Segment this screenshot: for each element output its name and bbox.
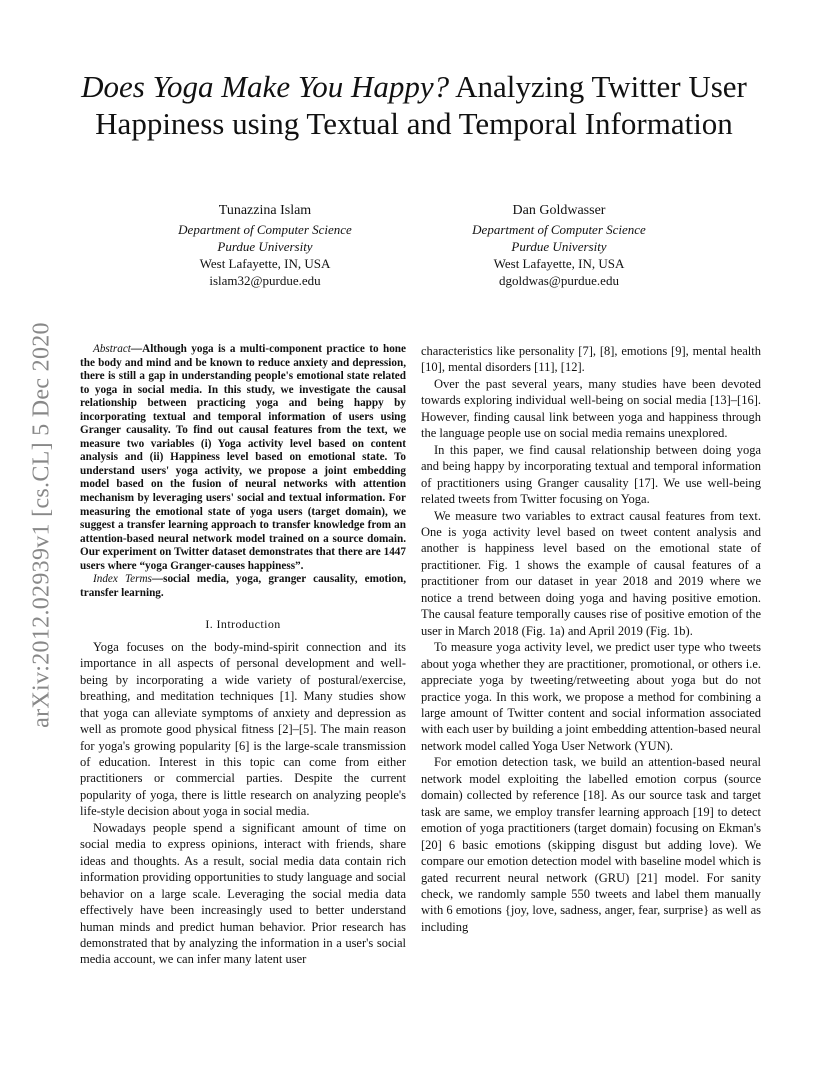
body-paragraph: For emotion detection task, we build an attention-based neural network model exploiting the labelled emotion corpus (source domain) collected by reference [18]. As our source task and target task are same, we employ transfer learning approach [19] to detect emotion of yoga practitioners (target domain) focusing on Ekman's [20] 6 basic emotions (skipping disgust but adding love). We compare our emotion detection model with baseline model which is gated recurrent neural network (GRU) [21] model. For sanity check, we randomly sample 550 tweets and label them manually with 6 emotions {joy, love, sadness, anger, fear, surprise} as well as including bbox=[421, 755, 761, 934]
index-terms bbox=[80, 573, 406, 600]
body-paragraph: To measure yoga activity level, we predict user type who tweets about yoga whether they are practitioner, promotional, or others i.e. appreciate yoga by tweeting/retweeting about yoga but do not practice yoga. In this work, we propose a method for combining a large amount of Twitter content and social information associated with each user by building a joint embedding attention-based neural network model called Yoga User Network (YUN). bbox=[421, 640, 761, 753]
body-paragraph: Over the past several years, many studies have been devoted towards exploring individual well-being on social media [13]–[16]. However, finding causal link between yoga and happiness through the language people use on social media remains unexplored. bbox=[421, 376, 761, 441]
abstract-label: Abstract bbox=[93, 343, 131, 355]
author-dept: Department of Computer Science bbox=[472, 222, 646, 237]
author-email: islam32@purdue.edu bbox=[209, 273, 321, 288]
author-block-2 bbox=[429, 202, 689, 289]
author-dept: Department of Computer Science bbox=[178, 222, 352, 237]
right-column bbox=[421, 343, 761, 935]
abstract bbox=[80, 343, 406, 573]
section-heading: I. Introduction bbox=[205, 617, 281, 632]
index-terms-text: —social media, yoga, granger causality, emotion, transfer learning. bbox=[80, 573, 406, 599]
paper-title bbox=[70, 68, 758, 142]
author-name: Tunazzina Islam bbox=[218, 203, 312, 218]
author-univ: Purdue University bbox=[511, 239, 607, 254]
body-paragraph: In this paper, we find causal relationship between doing yoga and being happy by incorporating textual and temporal information of practitioners using Granger causality [17]. We use well-being related tweets from Twitter focusing on Yoga. bbox=[421, 442, 761, 507]
author-univ: Purdue University bbox=[217, 239, 313, 254]
title-rest: Analyzing Twitter User Happiness using Textual and Temporal Information bbox=[95, 69, 747, 141]
author-location: West Lafayette, IN, USA bbox=[493, 256, 625, 271]
author-name: Dan Goldwasser bbox=[512, 203, 606, 218]
intro-paragraph: Yoga focuses on the body-mind-spirit connection and its importance in all aspects of personal development and well-being by incorporating a wide variety of postural/exercise, breathing, and meditation techniques [1]. Many studies show that yoga can alleviate symptoms of anxiety and depression as well as promote good physical fitness [2]–[5]. The main reason for yoga's growing popularity [6] is the large-scale transmission of education. Interest in this topic can come from either practitioners or commercial parties. Despite the current popularity of yoga, there is little research on analyzing people's life-style decision about yoga in social media. bbox=[80, 639, 406, 819]
abstract-text: —Although yoga is a multi-component practice to hone the body and mind and be known to reduce anxiety and depression, there is still a gap in understanding people's emotional state related to yoga in social media. In this study, we investigate the causal relationship between practicing yoga and being happy by incorporating textual and temporal information of users using Granger causality. To find out causal features from the text, we measure two variables (i) Yoga activity level based on content analysis and (ii) Happiness level based on emotional state. To understand users' yoga activity, we propose a joint embedding model based on the fusion of neural networks with attention mechanism by leveraging users' social and textual information. For measuring the emotional state of yoga users (target domain), we suggest a transfer learning approach to transfer knowledge from an attention-based neural network model trained on a source domain. Our experiment on Twitter dataset demonstrates that there are 1447 users where “yoga Granger-causes happiness”. bbox=[80, 343, 406, 572]
title-italic-part: Does Yoga Make You Happy? bbox=[81, 69, 450, 104]
author-email: dgoldwas@purdue.edu bbox=[499, 273, 619, 288]
author-location: West Lafayette, IN, USA bbox=[199, 256, 331, 271]
body-paragraph: We measure two variables to extract causal features from text. One is yoga activity level based on tweet content analysis and another is happiness level based on the emotional state of practitioner. Fig. 1 shows the example of causal features of a practitioner from our dataset in year 2018 and 2019 where we notice a trend between doing yoga and having positive emotion. The causal feature temporally causes rise of positive emotion of the user in March 2018 (Fig. 1a) and April 2019 (Fig. 1b). bbox=[421, 508, 761, 638]
left-column bbox=[80, 343, 406, 968]
arxiv-stamp bbox=[27, 290, 57, 760]
arxiv-stamp-text: arXiv:2012.02939v1 [cs.CL] 5 Dec 2020 bbox=[28, 322, 55, 728]
intro-paragraph: Nowadays people spend a significant amount of time on social media to express opinions, interact with friends, share ideas and thoughts. As a result, social media data contain rich information providing opportunities to study language and social behavior on a large scale. Leveraging the social media data effectively have been increasingly used to better understand human minds and predict human behavior. Prior research has demonstrated that by analyzing the information in a user's social media account, we can infer many latent user bbox=[80, 820, 406, 967]
body-paragraph: characteristics like personality [7], [8], emotions [9], mental health [10], mental disorders [11], [12]. bbox=[421, 344, 761, 375]
author-block-1 bbox=[135, 202, 395, 289]
index-terms-label: Index Terms bbox=[93, 573, 152, 586]
